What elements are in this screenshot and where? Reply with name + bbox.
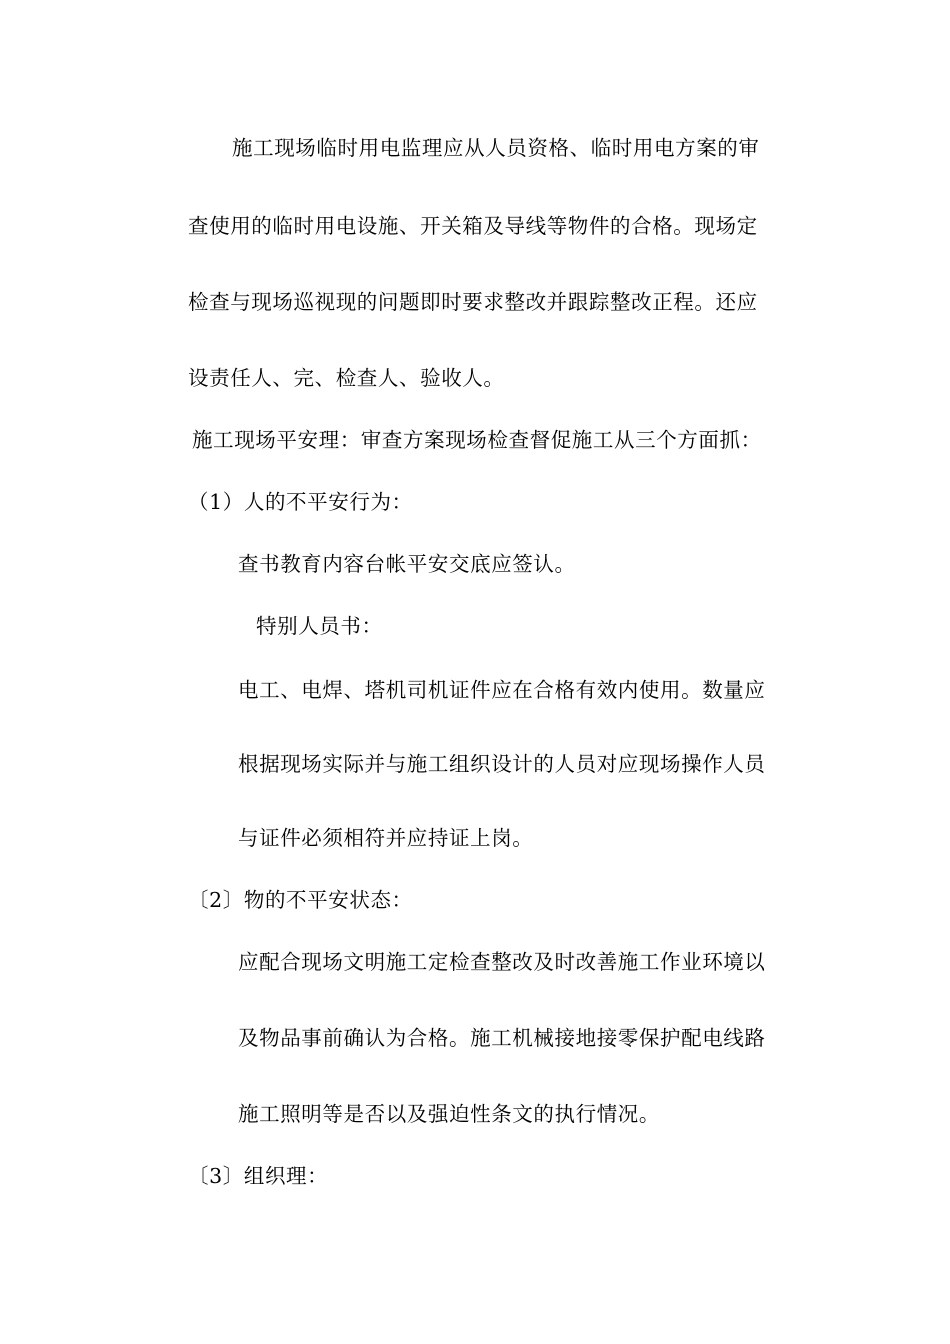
paragraph-line: 及物品事前确认为合格。施工机械接地接零保护配电线路	[238, 1026, 766, 1050]
paragraph-line: 查书教育内容台帐平安交底应签认。	[238, 552, 576, 576]
paragraph-line: 与证件必须相符并应持证上岗。	[238, 826, 534, 850]
paragraph-line: 电工、电焊、塔机司机证件应在合格有效内使用。数量应	[238, 678, 766, 702]
paragraph-line: 施工照明等是否以及强迫性条文的执行情况。	[238, 1102, 660, 1126]
paragraph-line: 检查与现场巡视现的问题即时要求整改并跟踪整改正程。还应	[188, 290, 758, 314]
paragraph-line: 设责任人、完、检查人、验收人。	[188, 366, 505, 390]
paragraph-line: 查使用的临时用电设施、开关箱及导线等物件的合格。现场定	[188, 214, 758, 238]
subsection-heading: （1）人的不平安行为：	[188, 490, 413, 514]
paragraph-line: 应配合现场文明施工定检查整改及时改善施工作业环境以	[238, 950, 766, 974]
paragraph-line: 特别人员书：	[256, 614, 383, 638]
section-heading: 施工现场平安理：审查方案现场检查督促施工从三个方面抓：	[192, 428, 762, 452]
subsection-heading: 〔3〕组织理：	[188, 1164, 329, 1188]
subsection-heading: 〔2〕物的不平安状态：	[188, 888, 413, 912]
paragraph-line: 施工现场临时用电监理应从人员资格、临时用电方案的审	[232, 136, 760, 160]
paragraph-line: 根据现场实际并与施工组织设计的人员对应现场操作人员	[238, 752, 766, 776]
